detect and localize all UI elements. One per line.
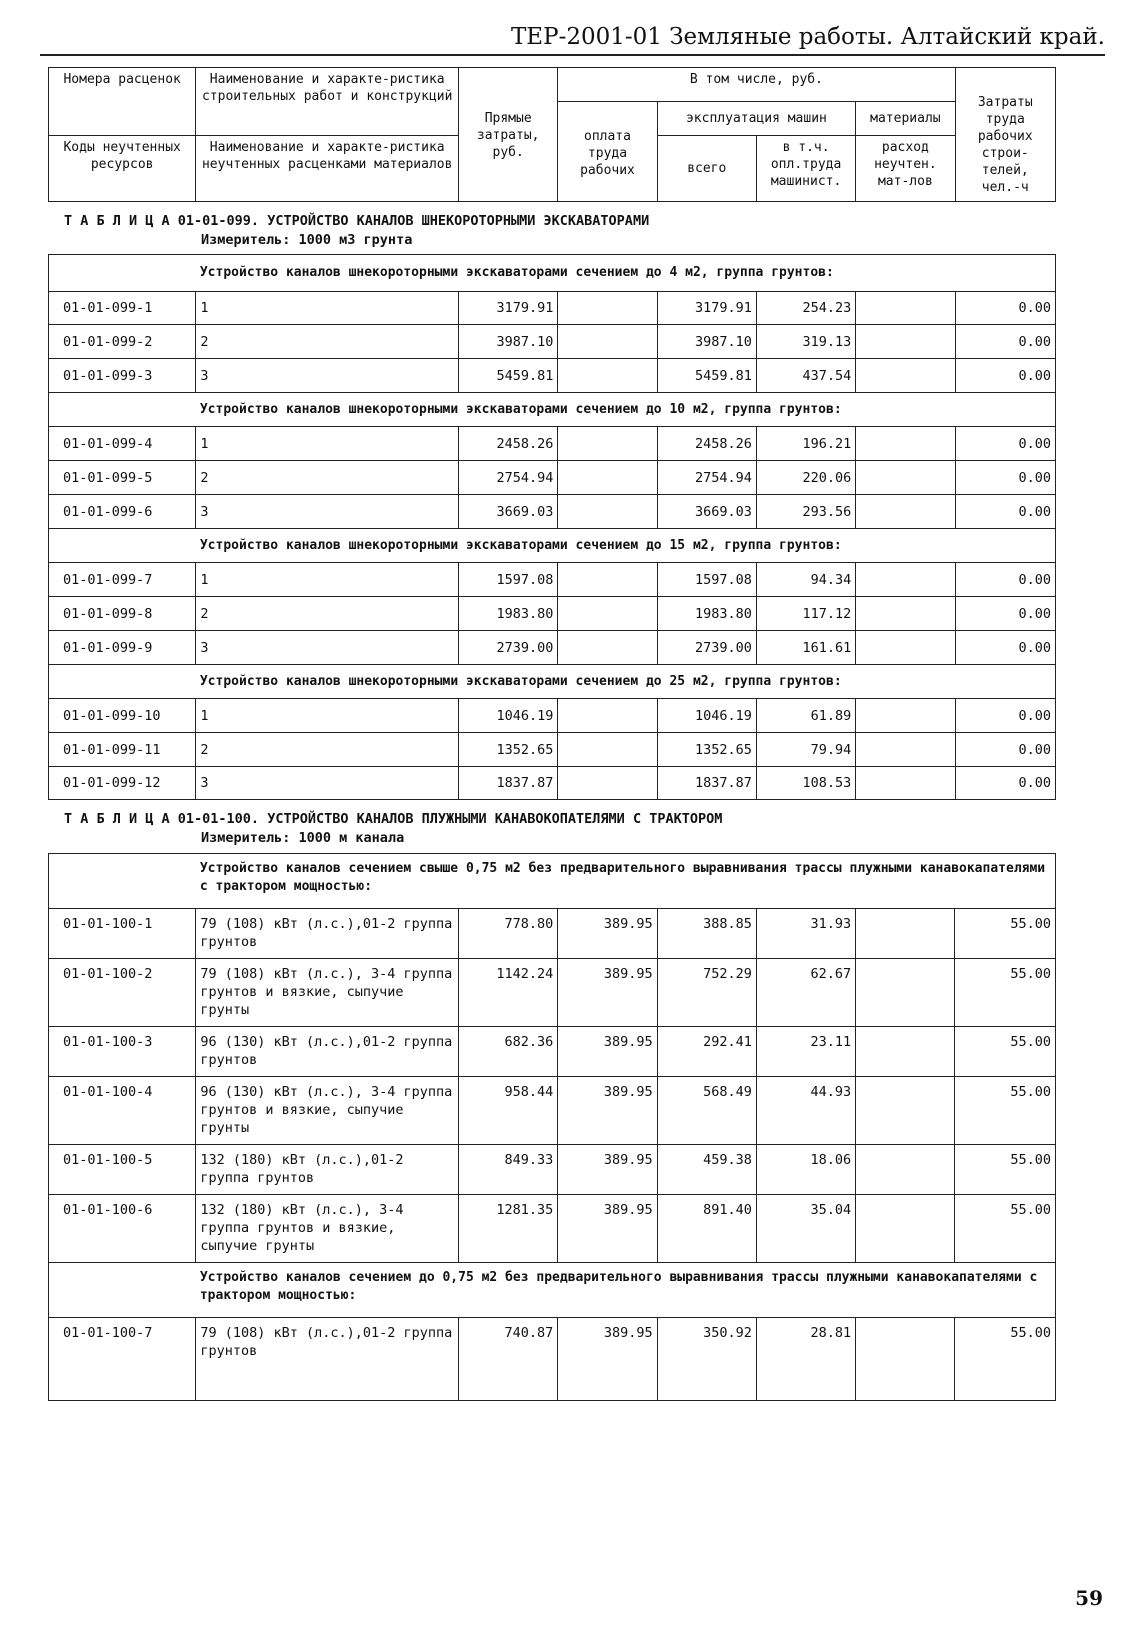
labor-pay: 389.95	[558, 1318, 657, 1401]
material-use	[856, 767, 955, 800]
col-name: Наименование и характе-ристика строительных работ и конструкций	[196, 68, 459, 136]
labor-pay	[558, 325, 657, 359]
material-use	[856, 959, 955, 1027]
material-use	[856, 292, 955, 325]
labor-pay	[558, 427, 657, 461]
table-row	[49, 427, 1056, 461]
direct-cost: 1281.35	[459, 1195, 558, 1263]
material-use	[856, 495, 955, 529]
page-number: 59	[1075, 1586, 1103, 1610]
machinist-pay: 437.54	[756, 359, 855, 393]
rate-name: 1	[196, 563, 459, 597]
section-header-row	[49, 1263, 1056, 1318]
section-code-cell	[49, 1263, 196, 1318]
machine-total: 2739.00	[657, 631, 756, 665]
labor-hours: 0.00	[955, 631, 1055, 665]
machinist-pay: 28.81	[756, 1318, 855, 1401]
table-100-caption: Т А Б Л И Ц А 01-01-100. УСТРОЙСТВО КАНАЛОВ ПЛУЖНЫМИ КАНАВОКОПАТЕЛЯМИ С ТРАКТОРОМ Измеритель: 1000 м канала	[64, 811, 723, 846]
machinist-pay: 18.06	[756, 1145, 855, 1195]
rate-name: 1	[196, 292, 459, 325]
machine-total: 3179.91	[657, 292, 756, 325]
labor-hours: 0.00	[955, 495, 1055, 529]
machine-total: 5459.81	[657, 359, 756, 393]
section-title: Устройство каналов шнекороторными экскаваторами сечением до 15 м2, группа грунтов:	[196, 529, 1056, 563]
table-row	[49, 909, 1056, 959]
table-row	[49, 597, 1056, 631]
direct-cost: 1352.65	[459, 733, 558, 767]
table-row	[49, 1318, 1056, 1401]
rate-code: 01-01-100-6	[49, 1195, 196, 1263]
direct-cost: 3179.91	[459, 292, 558, 325]
direct-cost: 849.33	[459, 1145, 558, 1195]
material-use	[856, 359, 955, 393]
labor-hours: 0.00	[955, 563, 1055, 597]
labor-hours: 55.00	[955, 1077, 1056, 1145]
rate-code: 01-01-099-5	[49, 461, 196, 495]
machine-total: 3987.10	[657, 325, 756, 359]
column-header-table	[48, 67, 1056, 202]
col-materials: материалы	[856, 102, 955, 136]
rate-name: 2	[196, 325, 459, 359]
labor-hours: 0.00	[955, 733, 1055, 767]
labor-hours: 55.00	[955, 909, 1056, 959]
section-title: Устройство каналов шнекороторными экскаваторами сечением до 25 м2, группа грунтов:	[196, 665, 1056, 699]
table-099	[48, 254, 1056, 800]
col-direct: Прямые затраты, руб.	[459, 68, 558, 202]
labor-hours: 0.00	[955, 767, 1055, 800]
col-incl-op: в т.ч. опл.труда машинист.	[756, 136, 855, 202]
direct-cost: 2458.26	[459, 427, 558, 461]
machinist-pay: 196.21	[756, 427, 855, 461]
table-row	[49, 1195, 1056, 1263]
rate-name: 96 (130) кВт (л.с.), 3-4 группа грунтов и вязкие, сыпучие грунты	[196, 1077, 459, 1145]
rate-code: 01-01-100-7	[49, 1318, 196, 1401]
rate-name: 96 (130) кВт (л.с.),01-2 группа грунтов	[196, 1027, 459, 1077]
machine-total: 1837.87	[657, 767, 756, 800]
material-use	[856, 597, 955, 631]
material-use	[856, 733, 955, 767]
material-use	[856, 909, 955, 959]
col-pay: оплата труда рабочих	[558, 102, 657, 202]
machinist-pay: 319.13	[756, 325, 855, 359]
rate-code: 01-01-099-6	[49, 495, 196, 529]
direct-cost: 1046.19	[459, 699, 558, 733]
direct-cost: 1837.87	[459, 767, 558, 800]
machinist-pay: 61.89	[756, 699, 855, 733]
rate-code: 01-01-099-9	[49, 631, 196, 665]
page-title: ТЕР-2001-01 Земляные работы. Алтайский край.	[510, 24, 1105, 50]
labor-pay	[558, 461, 657, 495]
machinist-pay: 108.53	[756, 767, 855, 800]
labor-hours: 55.00	[955, 1145, 1056, 1195]
direct-cost: 1142.24	[459, 959, 558, 1027]
labor-pay	[558, 359, 657, 393]
rate-name: 79 (108) кВт (л.с.),01-2 группа грунтов	[196, 1318, 459, 1401]
col-incl: В том числе, руб.	[558, 68, 955, 102]
col-total: всего	[657, 136, 756, 202]
labor-pay	[558, 733, 657, 767]
machinist-pay: 23.11	[756, 1027, 855, 1077]
rate-name: 3	[196, 631, 459, 665]
section-title: Устройство каналов шнекороторными экскаваторами сечением до 10 м2, группа грунтов:	[196, 393, 1056, 427]
rate-code: 01-01-099-1	[49, 292, 196, 325]
direct-cost: 3669.03	[459, 495, 558, 529]
rate-name: 3	[196, 767, 459, 800]
material-use	[856, 427, 955, 461]
table-row	[49, 495, 1056, 529]
rate-code: 01-01-099-3	[49, 359, 196, 393]
material-use	[856, 563, 955, 597]
table-row	[49, 461, 1056, 495]
labor-hours: 0.00	[955, 699, 1055, 733]
direct-cost: 1983.80	[459, 597, 558, 631]
rate-code: 01-01-100-5	[49, 1145, 196, 1195]
table-099-caption: Т А Б Л И Ц А 01-01-099. УСТРОЙСТВО КАНАЛОВ ШНЕКОРОТОРНЫМИ ЭКСКАВАТОРАМИ Измеритель: 1000 м3 грунта	[64, 213, 650, 248]
rate-name: 1	[196, 699, 459, 733]
rate-code: 01-01-099-12	[49, 767, 196, 800]
material-use	[856, 461, 955, 495]
table-row	[49, 959, 1056, 1027]
machinist-pay: 44.93	[756, 1077, 855, 1145]
direct-cost: 2754.94	[459, 461, 558, 495]
rate-code: 01-01-100-4	[49, 1077, 196, 1145]
machine-total: 350.92	[657, 1318, 756, 1401]
col-exploit: эксплуатация машин	[657, 102, 856, 136]
machine-total: 3669.03	[657, 495, 756, 529]
col-labor: Затраты труда рабочих строи-телей, чел.-ч	[955, 68, 1055, 202]
labor-pay	[558, 767, 657, 800]
machine-total: 568.49	[657, 1077, 756, 1145]
material-use	[856, 1318, 955, 1401]
section-code-cell	[49, 255, 196, 292]
labor-hours: 0.00	[955, 359, 1055, 393]
col-unaccounted: Наименование и характе-ристика неучтенных расценками материалов	[196, 136, 459, 202]
col-mat-use: расход неучтен. мат-лов	[856, 136, 955, 202]
labor-hours: 55.00	[955, 1027, 1056, 1077]
section-code-cell	[49, 529, 196, 563]
machine-total: 752.29	[657, 959, 756, 1027]
page-header	[40, 18, 1105, 56]
rate-name: 2	[196, 733, 459, 767]
labor-pay: 389.95	[558, 1195, 657, 1263]
machinist-pay: 254.23	[756, 292, 855, 325]
rate-name: 3	[196, 359, 459, 393]
section-title: Устройство каналов шнекороторными экскаваторами сечением до 4 м2, группа грунтов:	[196, 255, 1056, 292]
rate-name: 79 (108) кВт (л.с.), 3-4 группа грунтов и вязкие, сыпучие грунты	[196, 959, 459, 1027]
machinist-pay: 161.61	[756, 631, 855, 665]
section-code-cell	[49, 665, 196, 699]
labor-pay: 389.95	[558, 959, 657, 1027]
table-row	[49, 1145, 1056, 1195]
section-header-row	[49, 665, 1056, 699]
rate-code: 01-01-099-4	[49, 427, 196, 461]
machinist-pay: 35.04	[756, 1195, 855, 1263]
labor-hours: 0.00	[955, 292, 1055, 325]
labor-hours: 55.00	[955, 959, 1056, 1027]
machine-total: 459.38	[657, 1145, 756, 1195]
direct-cost: 1597.08	[459, 563, 558, 597]
rate-code: 01-01-100-3	[49, 1027, 196, 1077]
material-use	[856, 1195, 955, 1263]
rate-code: 01-01-100-1	[49, 909, 196, 959]
material-use	[856, 1027, 955, 1077]
table-row	[49, 1077, 1056, 1145]
labor-pay	[558, 631, 657, 665]
rate-name: 132 (180) кВт (л.с.), 3-4 группа грунтов и вязкие, сыпучие грунты	[196, 1195, 459, 1263]
section-header-row	[49, 529, 1056, 563]
labor-pay: 389.95	[558, 909, 657, 959]
direct-cost: 778.80	[459, 909, 558, 959]
rate-name: 1	[196, 427, 459, 461]
machine-total: 1597.08	[657, 563, 756, 597]
rate-code: 01-01-099-8	[49, 597, 196, 631]
machine-total: 2458.26	[657, 427, 756, 461]
labor-hours: 0.00	[955, 427, 1055, 461]
machinist-pay: 79.94	[756, 733, 855, 767]
material-use	[856, 631, 955, 665]
material-use	[856, 1077, 955, 1145]
rate-code: 01-01-100-2	[49, 959, 196, 1027]
table-row	[49, 292, 1056, 325]
labor-hours: 0.00	[955, 461, 1055, 495]
labor-pay: 389.95	[558, 1145, 657, 1195]
rate-code: 01-01-099-10	[49, 699, 196, 733]
table-row	[49, 733, 1056, 767]
labor-hours: 0.00	[955, 597, 1055, 631]
machine-total: 1983.80	[657, 597, 756, 631]
machine-total: 1352.65	[657, 733, 756, 767]
machine-total: 388.85	[657, 909, 756, 959]
labor-hours: 0.00	[955, 325, 1055, 359]
labor-pay: 389.95	[558, 1077, 657, 1145]
col-codes: Коды неучтенных ресурсов	[49, 136, 196, 202]
table-row	[49, 767, 1056, 800]
section-header-row	[49, 255, 1056, 292]
section-code-cell	[49, 393, 196, 427]
section-header-row	[49, 393, 1056, 427]
table-row	[49, 325, 1056, 359]
rate-code: 01-01-099-11	[49, 733, 196, 767]
section-title: Устройство каналов сечением свыше 0,75 м2 без предварительного выравнивания трассы плужными канавокапателями с трактором мощностью:	[196, 854, 1056, 909]
machine-total: 2754.94	[657, 461, 756, 495]
direct-cost: 958.44	[459, 1077, 558, 1145]
table-row	[49, 359, 1056, 393]
labor-pay	[558, 563, 657, 597]
machinist-pay: 293.56	[756, 495, 855, 529]
machine-total: 292.41	[657, 1027, 756, 1077]
machinist-pay: 31.93	[756, 909, 855, 959]
rate-name: 132 (180) кВт (л.с.),01-2 группа грунтов	[196, 1145, 459, 1195]
direct-cost: 5459.81	[459, 359, 558, 393]
labor-hours: 55.00	[955, 1195, 1056, 1263]
labor-pay	[558, 292, 657, 325]
machine-total: 1046.19	[657, 699, 756, 733]
rate-code: 01-01-099-2	[49, 325, 196, 359]
direct-cost: 2739.00	[459, 631, 558, 665]
labor-pay	[558, 699, 657, 733]
table-row	[49, 563, 1056, 597]
machinist-pay: 220.06	[756, 461, 855, 495]
machinist-pay: 62.67	[756, 959, 855, 1027]
direct-cost: 3987.10	[459, 325, 558, 359]
rate-name: 2	[196, 597, 459, 631]
section-code-cell	[49, 854, 196, 909]
direct-cost: 740.87	[459, 1318, 558, 1401]
rate-code: 01-01-099-7	[49, 563, 196, 597]
rate-name: 2	[196, 461, 459, 495]
labor-pay	[558, 597, 657, 631]
machinist-pay: 94.34	[756, 563, 855, 597]
material-use	[856, 325, 955, 359]
machinist-pay: 117.12	[756, 597, 855, 631]
labor-hours: 55.00	[955, 1318, 1056, 1401]
machine-total: 891.40	[657, 1195, 756, 1263]
table-row	[49, 1027, 1056, 1077]
table-row	[49, 631, 1056, 665]
labor-pay: 389.95	[558, 1027, 657, 1077]
material-use	[856, 1145, 955, 1195]
col-numbers: Номера расценок	[49, 68, 196, 136]
material-use	[856, 699, 955, 733]
rate-name: 3	[196, 495, 459, 529]
table-row	[49, 699, 1056, 733]
section-header-row	[49, 854, 1056, 909]
labor-pay	[558, 495, 657, 529]
rate-name: 79 (108) кВт (л.с.),01-2 группа грунтов	[196, 909, 459, 959]
table-100	[48, 853, 1056, 1401]
section-title: Устройство каналов сечением до 0,75 м2 без предварительного выравнивания трассы плужными канавокапателями с трактором мощностью:	[196, 1263, 1056, 1318]
direct-cost: 682.36	[459, 1027, 558, 1077]
